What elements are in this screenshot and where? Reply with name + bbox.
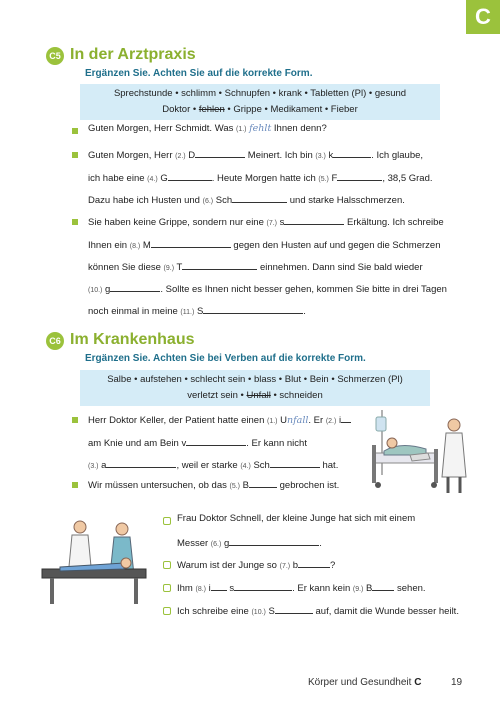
- blank-6[interactable]: [232, 192, 287, 203]
- blank-c6-8b[interactable]: [234, 580, 292, 591]
- c5-word-line-1: Sprechstunde • schlimm • Schnupfen • krank • Tabletten (Pl) • gesund: [113, 88, 407, 99]
- c6-used-word: Unfall: [246, 390, 271, 401]
- blank-5[interactable]: [337, 170, 382, 181]
- c6-line-8: Ihm (8.) i s . Er kann kein (9.) B sehen.: [177, 580, 426, 594]
- section-c5-badge: C5: [46, 47, 64, 65]
- blank-3[interactable]: [333, 147, 371, 158]
- c5-instruction: Ergänzen Sie. Achten Sie auf die korrekte Form.: [85, 68, 313, 79]
- c5-word-box: [80, 84, 440, 120]
- c5-line-3: ich habe eine (4.) G . Heute Morgen hatte ich (5.) F , 38,5 Grad.: [88, 170, 433, 184]
- blank-7[interactable]: [284, 214, 344, 225]
- blank-c6-8a[interactable]: [211, 580, 227, 591]
- section-c6-title: Im Krankenhaus: [70, 331, 195, 348]
- example-answer: fehlt: [249, 123, 272, 134]
- blank-10[interactable]: [110, 281, 160, 292]
- c6-line-1: Herr Doktor Keller, der Patient hatte einen (1.) Unfall. Er (2.) i: [88, 412, 351, 426]
- option-square: [163, 517, 171, 525]
- c5-line-8: (10.) g . Sollte es Ihnen nicht besser gehen, kommen Sie bitte in drei Tagen: [88, 281, 447, 295]
- blank-8[interactable]: [151, 237, 231, 248]
- c6-line-6: Messer (6.) g .: [177, 535, 322, 549]
- option-square: [163, 607, 171, 615]
- blank-2[interactable]: [195, 147, 245, 158]
- footer-chapter: Körper und Gesundheit C: [308, 677, 422, 688]
- example-answer: nfall: [287, 415, 309, 426]
- c6-word-line-2: verletzt sein • Unfall • schneiden: [187, 390, 323, 401]
- c5-line-9: noch einmal in meine (11.) S .: [88, 303, 306, 317]
- option-square: [163, 584, 171, 592]
- c6-line-5: Frau Doktor Schnell, der kleine Junge hat sich mit einem: [177, 513, 416, 524]
- blank-c6-2b[interactable]: [186, 435, 246, 446]
- page-number: 19: [451, 677, 463, 688]
- blank-c6-7[interactable]: [298, 557, 330, 568]
- c6-word-box: [80, 370, 430, 406]
- blank-11[interactable]: [203, 303, 303, 314]
- bullet-square: [72, 482, 78, 488]
- c6-line-7: Warum ist der Junge so (7.) b ?: [177, 557, 335, 571]
- c6-line-2: am Knie und am Bein v . Er kann nicht: [88, 435, 307, 449]
- blank-c6-9[interactable]: [372, 580, 394, 591]
- c5-line-5: Sie haben keine Grippe, sondern nur eine (7.) s Erkältung. Ich schreibe: [88, 214, 444, 228]
- blank-c6-5[interactable]: [249, 477, 277, 488]
- blank-c6-4[interactable]: [270, 457, 320, 468]
- c5-line-2: Guten Morgen, Herr (2.) D Meinert. Ich bin (3.) k . Ich glaube,: [88, 147, 423, 161]
- c6-line-3: (3.) a , weil er starke (4.) Sch hat.: [88, 457, 338, 471]
- hospital-bed-illustration: [370, 405, 475, 500]
- c6-word-line-1: Salbe • aufstehen • schlecht sein • blass • Blut • Bein • Schmerzen (Pl): [107, 374, 403, 385]
- c5-line-4: Dazu habe ich Husten und (6.) Sch und starke Halsschmerzen.: [88, 192, 405, 206]
- c5-used-word: fehlen: [198, 104, 225, 115]
- c6-line-4: Wir müssen untersuchen, ob das (5.) B gebrochen ist.: [88, 477, 339, 491]
- c6-line-9: Ich schreibe eine (10.) S auf, damit die Wunde besser heilt.: [177, 603, 459, 617]
- option-square: [163, 561, 171, 569]
- bullet-square: [72, 417, 78, 423]
- blank-4[interactable]: [168, 170, 212, 181]
- chapter-tab: [466, 0, 500, 34]
- blank-9[interactable]: [182, 259, 257, 270]
- bullet-square: [72, 128, 78, 134]
- c5-line-1: Guten Morgen, Herr Schmidt. Was (1.) fehlt Ihnen denn?: [88, 123, 327, 134]
- bullet-square: [72, 152, 78, 158]
- section-c5-title: In der Arztpraxis: [70, 46, 196, 63]
- chapter-letter: C: [475, 4, 491, 29]
- c5-line-7: können Sie diese (9.) T einnehmen. Dann sind Sie bald wieder: [88, 259, 423, 273]
- bullet-square: [72, 219, 78, 225]
- doctors-with-child-illustration: [40, 515, 150, 610]
- blank-c6-6[interactable]: [229, 535, 319, 546]
- c5-word-line-2: Doktor • fehlen • Grippe • Medikament • Fieber: [162, 104, 358, 115]
- blank-c6-10[interactable]: [275, 603, 313, 614]
- c5-line-6: Ihnen ein (8.) M gegen den Husten auf und gegen die Schmerzen: [88, 237, 440, 251]
- blank-c6-2[interactable]: [341, 412, 351, 423]
- blank-c6-3[interactable]: [106, 457, 176, 468]
- section-c6-badge: C6: [46, 332, 64, 350]
- c6-instruction: Ergänzen Sie. Achten Sie bei Verben auf die korrekte Form.: [85, 353, 366, 364]
